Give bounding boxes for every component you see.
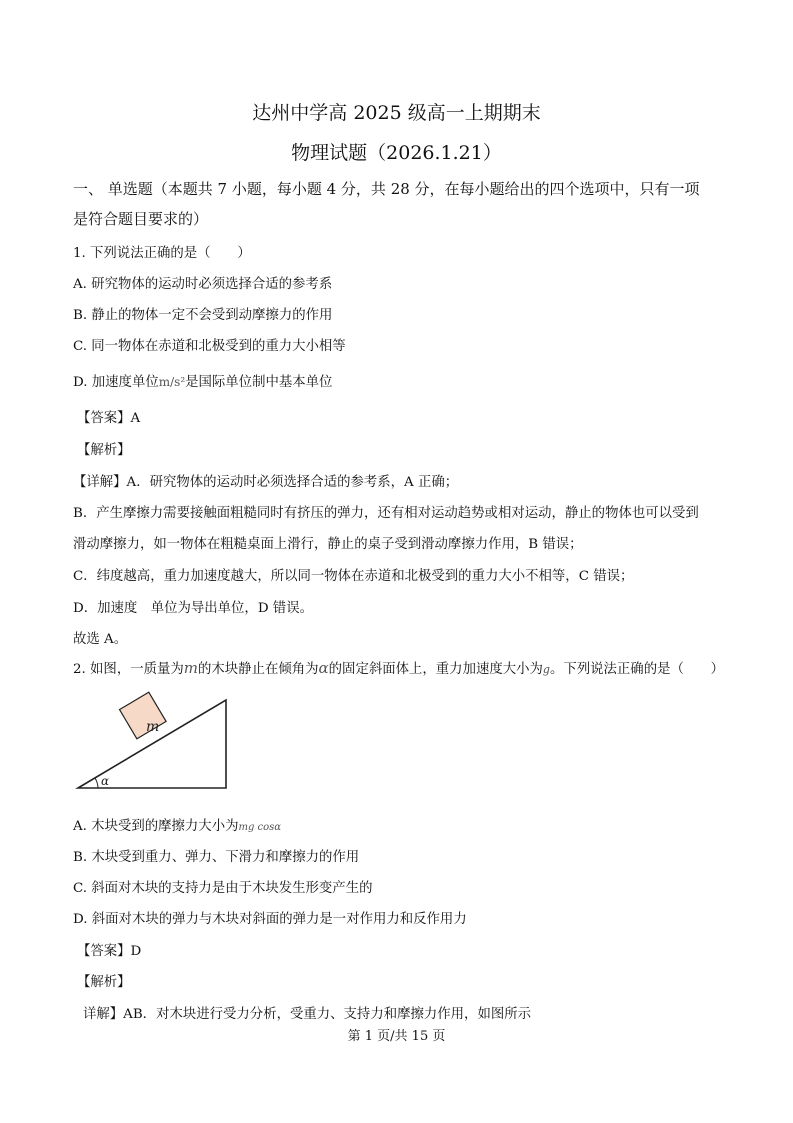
exam-title: 达州中学高 2025 级高一上期期末	[252, 102, 541, 124]
q1-option-a: A. 研究物体的运动时必须选择合适的参考系	[73, 277, 333, 292]
q2-option-a-prefix: A. 木块受到的摩擦力大小为	[73, 819, 239, 834]
angle-arc	[95, 778, 98, 788]
block-mass-label: m	[146, 719, 160, 735]
q2-stem-suffix: 。下列说法正确的是（ ）	[549, 662, 725, 677]
unit-m-per-s2: m/s²	[158, 375, 186, 389]
angle-label: α	[101, 774, 110, 788]
var-g: g	[542, 663, 550, 676]
q1-detail-d: D．加速度 单位为导出单位，D 错误。	[73, 601, 313, 616]
var-alpha: α	[318, 659, 329, 677]
exam-subtitle: 物理试题（2026.1.21）	[291, 142, 502, 164]
q1-conclusion: 故选 A。	[73, 632, 128, 647]
q1-detail-a: 【详解】A．研究物体的运动时必须选择合适的参考系，A 正确；	[73, 475, 459, 490]
q1-detail-b-line2: 滑动摩擦力，如一物体在粗糙桌面上滑行，静止的桌子受到滑动摩擦力作用，B 错误；	[73, 537, 583, 552]
q2-option-c: C. 斜面对木块的支持力是由于木块发生形变产生的	[73, 881, 373, 896]
q1-stem: 1. 下列说法正确的是（ ）	[73, 246, 251, 261]
q1-option-d-suffix: 是国际单位制中基本单位	[185, 375, 333, 390]
q2-option-d: D. 斜面对木块的弹力与木块对斜面的弹力是一对作用力和反作用力	[73, 912, 467, 927]
q2-stem-prefix: 2. 如图，一质量为	[73, 662, 184, 677]
q1-option-b: B. 静止的物体一定不会受到动摩擦力的作用	[73, 308, 333, 323]
page-footer: 第 1 页/共 15 页	[347, 1029, 446, 1044]
q2-stem-mid1: 的木块静止在倾角为	[198, 662, 319, 677]
q1-answer: 【答案】A	[77, 411, 141, 426]
incline-figure	[70, 690, 240, 795]
q1-option-d	[73, 371, 332, 390]
section-heading-line2: 是符合题目要求的）	[73, 210, 209, 228]
q2-stem-mid2: 的固定斜面体上，重力加速度大小为	[328, 662, 543, 677]
section-heading-line1: 一、 单选题（本题共 7 小题，每小题 4 分，共 28 分，在每小题给出的四个选项中，只有一项	[73, 180, 700, 198]
expr-mg-cos-alpha: mg cosα	[238, 822, 282, 833]
q2-stem	[73, 658, 724, 677]
q1-detail-c: C．纬度越高，重力加速度越大，所以同一物体在赤道和北极受到的重力大小不相等，C 错误；	[73, 569, 634, 584]
q2-detail-ab: 详解】AB．对木块进行受力分析，受重力、支持力和摩擦力作用，如图所示	[83, 1007, 532, 1022]
q2-analysis-tag: 【解析】	[77, 975, 131, 990]
q1-option-d-prefix: D. 加速度单位	[73, 375, 159, 390]
q1-detail-b-line1: B．产生摩擦力需要接触面粗糙同时有挤压的弹力，还有相对运动趋势或相对运动，静止的物体也可以受到	[73, 506, 699, 521]
q2-option-b: B. 木块受到重力、弹力、下滑力和摩擦力的作用	[73, 850, 360, 865]
var-m: m	[183, 659, 199, 677]
q2-answer: 【答案】D	[77, 944, 142, 959]
q1-option-c: C. 同一物体在赤道和北极受到的重力大小相等	[73, 339, 346, 354]
q2-option-a	[73, 815, 281, 834]
q1-analysis-tag: 【解析】	[77, 443, 131, 458]
